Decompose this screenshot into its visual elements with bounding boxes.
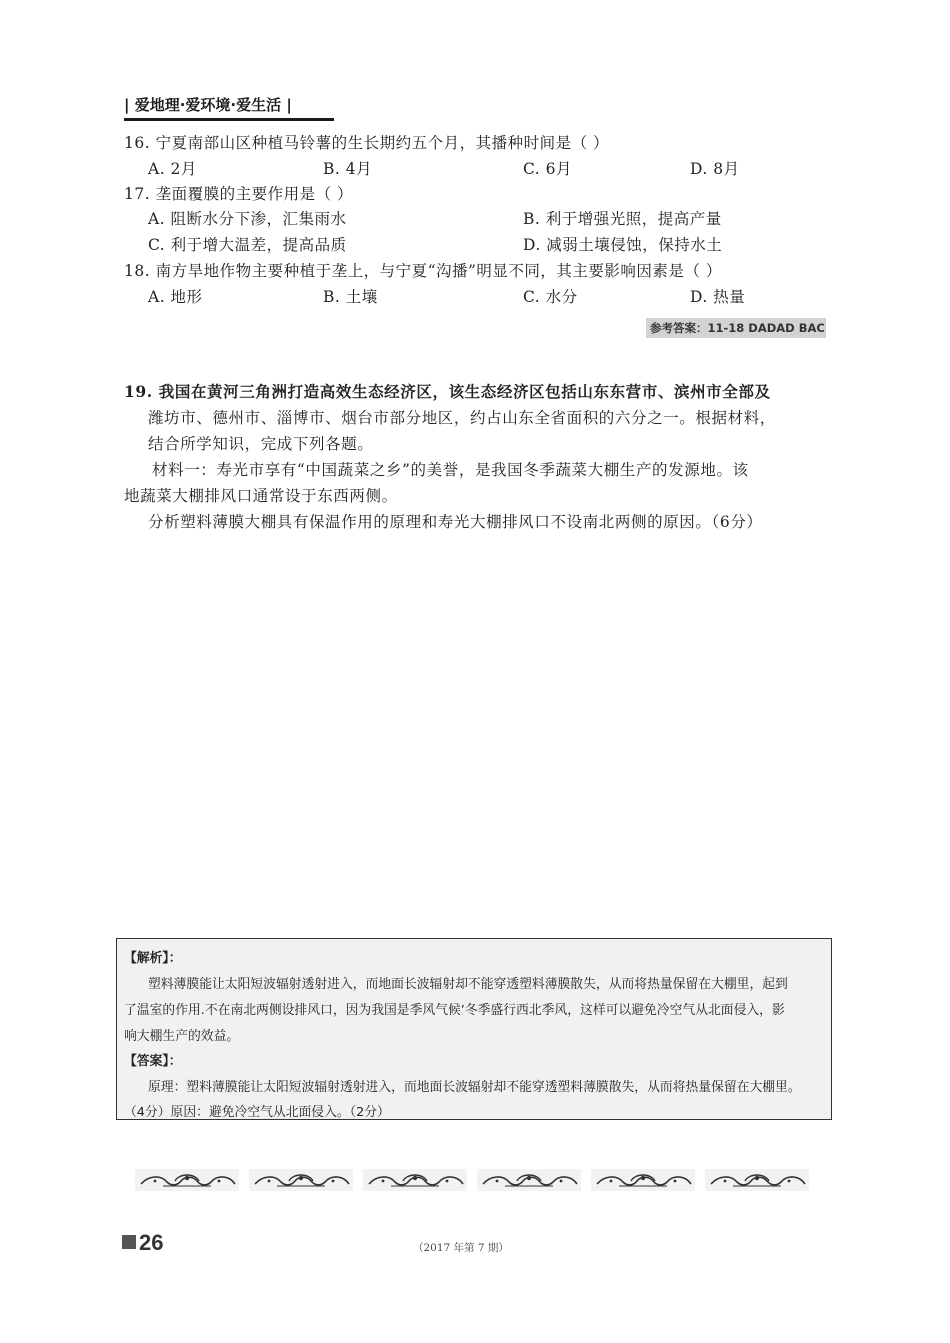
decorative-ornament-row <box>135 1166 815 1194</box>
answer-line-2: （4分）原因：避免冷空气从北面侵入。（2分） <box>124 1105 390 1120</box>
question-17-option-b: B. 利于增强光照，提高产量 <box>523 210 722 228</box>
answer-label: 【答案】： <box>124 1054 182 1069</box>
question-18-option-b: B. 土壤 <box>323 288 378 306</box>
question-17-option-d: D. 减弱土壤侵蚀，保持水土 <box>523 236 723 254</box>
square-marker-icon <box>122 1235 136 1249</box>
answer-line-1: 原理：塑料薄膜能让太阳短波辐射透射进入，而地面长波辐射却不能穿透塑料薄膜散失，从而将热量保留在大棚里。 <box>148 1080 801 1095</box>
question-18-option-d: D. 热量 <box>690 288 746 306</box>
question-16-option-d: D. 8月 <box>690 160 740 178</box>
issue-label: （2017 年第 7 期） <box>413 1242 509 1254</box>
question-17-stem: 17. 垄面覆膜的主要作用是（ ） <box>124 185 354 203</box>
question-18-option-c: C. 水分 <box>523 288 578 306</box>
analysis-line-3: 响大棚生产的效益。 <box>124 1029 240 1044</box>
question-19-line-1: 19. 我国在黄河三角洲打造高效生态经济区，该生态经济区包括山东东营市、滨州市全部及 <box>124 382 771 401</box>
question-16-option-a: A. 2月 <box>148 160 197 178</box>
question-18-stem: 18. 南方旱地作物主要种植于垄上，与宁夏“沟播”明显不同，其主要影响因素是（ ） <box>124 262 722 280</box>
ornament-divider-icon <box>135 1166 815 1194</box>
question-16-stem: 16. 宁夏南部山区种植马铃薯的生长期约五个月，其播种时间是（ ） <box>124 134 610 152</box>
analysis-line-1: 塑料薄膜能让太阳短波辐射透射进入，而地面长波辐射却不能穿透塑料薄膜散失，从而将热量保留在大棚里，起到 <box>148 977 788 992</box>
analysis-label: 【解析】： <box>124 951 182 966</box>
analysis-line-2: 了温室的作用.不在南北两侧设排风口，因为我国是季风气候’冬季盛行西北季风，这样可以避免冷空气从北面侵入，影 <box>124 1003 785 1018</box>
question-18-option-a: A. 地形 <box>148 288 203 306</box>
question-16-option-c: C. 6月 <box>523 160 573 178</box>
page-number-text: 26 <box>139 1230 164 1255</box>
section-header-tag: | 爱地理·爱环境·爱生活 | <box>124 94 334 121</box>
question-17-option-a: A. 阻断水分下渗，汇集雨水 <box>148 210 347 228</box>
question-17-option-c: C. 利于增大温差，提高品质 <box>148 236 347 254</box>
question-19-line-2: 潍坊市、德州市、淄博市、烟台市部分地区，约占山东全省面积的六分之一。根据材料， <box>148 409 776 427</box>
page-number <box>122 1230 163 1256</box>
question-19-prompt: 分析塑料薄膜大棚具有保温作用的原理和寿光大棚排风口不设南北两侧的原因。（6分） <box>148 513 763 531</box>
question-19-line-3: 结合所学知识，完成下列各题。 <box>148 435 374 453</box>
reference-answer-badge: 参考答案：11-18 DADAD BAC <box>646 318 826 338</box>
material-one-line-1: 材料一：寿光市享有“中国蔬菜之乡”的美誉，是我国冬季蔬菜大棚生产的发源地。该 <box>152 461 749 479</box>
material-one-line-2: 地蔬菜大棚排风口通常设于东西两侧。 <box>124 487 398 505</box>
question-16-option-b: B. 4月 <box>323 160 373 178</box>
